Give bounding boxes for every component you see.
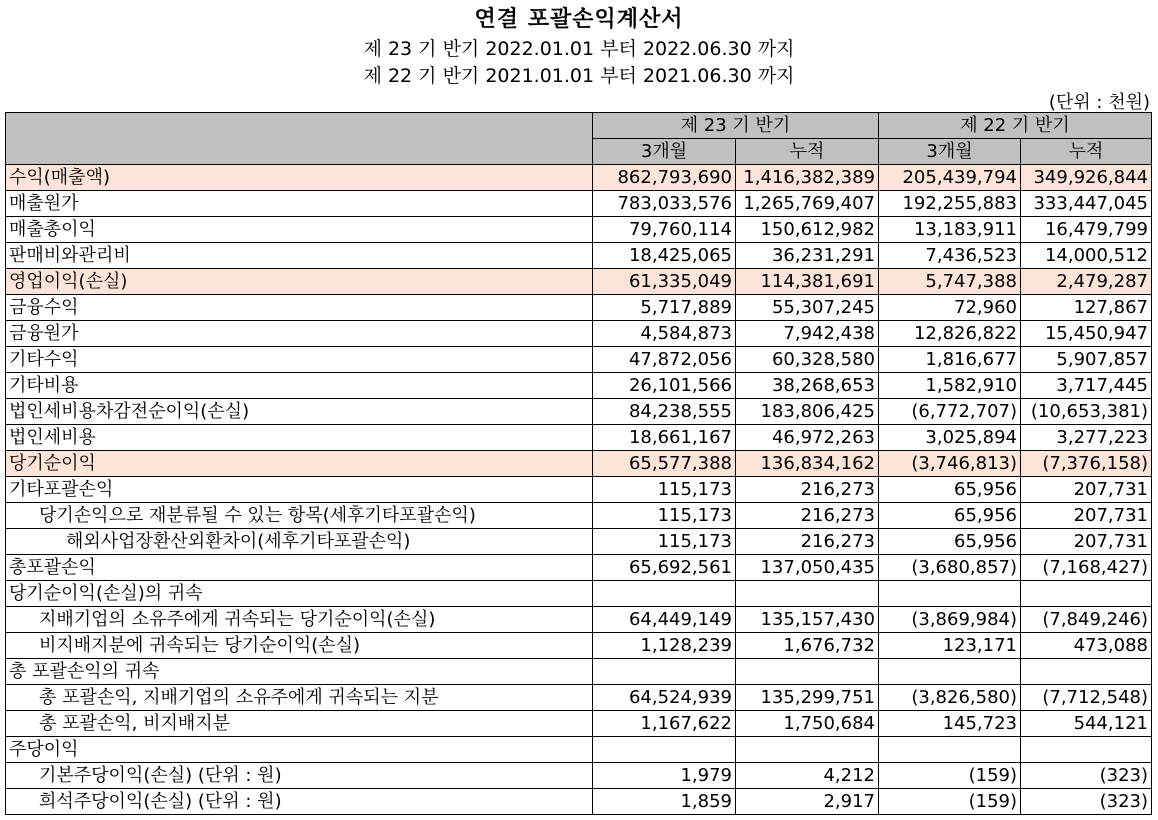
row-label: 수익(매출액) [6,165,593,191]
value-cell [736,659,879,685]
value-cell: 150,612,982 [736,217,879,243]
value-cell: 84,238,555 [593,399,736,425]
value-cell: 79,760,114 [593,217,736,243]
row-label: 금융수익 [6,295,593,321]
row-label: 법인세비용 [6,425,593,451]
row-label: 지배기업의 소유주에게 귀속되는 당기순이익(손실) [6,607,593,633]
value-cell: (3,826,580) [879,685,1021,711]
value-cell: 216,273 [736,503,879,529]
period-prior: 제 22 기 반기 2021.01.01 부터 2021.06.30 까지 [363,65,795,87]
value-cell: 1,167,622 [593,711,736,737]
value-cell: 207,731 [1021,503,1152,529]
value-cell: 114,381,691 [736,269,879,295]
value-cell: 26,101,566 [593,373,736,399]
value-cell: 18,425,065 [593,243,736,269]
table-row [6,451,1152,477]
period-current: 제 23 기 반기 2022.01.01 부터 2022.06.30 까지 [363,38,795,60]
value-cell: 1,416,382,389 [736,165,879,191]
value-cell: 65,956 [879,477,1021,503]
sub-header-current-3m: 3개월 [593,139,736,165]
value-cell: 4,584,873 [593,321,736,347]
value-cell: 1,979 [593,763,736,789]
value-cell: 4,212 [736,763,879,789]
unit-label: (단위 : 천원) [1048,92,1150,113]
value-cell: 65,692,561 [593,555,736,581]
value-cell: (7,712,548) [1021,685,1152,711]
row-label: 주당이익 [6,737,593,763]
row-label: 기타비용 [6,373,593,399]
table-row [6,503,1152,529]
value-cell: 14,000,512 [1021,243,1152,269]
sub-header-current-cum: 누적 [736,139,879,165]
value-cell: 7,942,438 [736,321,879,347]
value-cell: 333,447,045 [1021,191,1152,217]
table-row [6,347,1152,373]
value-cell: 473,088 [1021,633,1152,659]
table-row [6,607,1152,633]
value-cell: 15,450,947 [1021,321,1152,347]
value-cell: 65,956 [879,503,1021,529]
value-cell: 183,806,425 [736,399,879,425]
value-cell: 36,231,291 [736,243,879,269]
row-label: 총 포괄손익, 비지배지분 [6,711,593,737]
value-cell: (10,653,381) [1021,399,1152,425]
value-cell: (3,746,813) [879,451,1021,477]
row-label: 총포괄손익 [6,555,593,581]
value-cell: 5,907,857 [1021,347,1152,373]
value-cell [1021,581,1152,607]
value-cell: 72,960 [879,295,1021,321]
value-cell [593,581,736,607]
value-cell: (6,772,707) [879,399,1021,425]
row-label: 당기손익으로 재분류될 수 있는 항목(세후기타포괄손익) [6,503,593,529]
row-label: 총 포괄손익, 지배기업의 소유주에게 귀속되는 지분 [6,685,593,711]
value-cell: 137,050,435 [736,555,879,581]
value-cell: 192,255,883 [879,191,1021,217]
value-cell [879,581,1021,607]
value-cell: 135,299,751 [736,685,879,711]
table-row [6,165,1152,191]
value-cell: 145,723 [879,711,1021,737]
value-cell: (323) [1021,789,1152,815]
row-label: 영업이익(손실) [6,269,593,295]
table-row [6,295,1152,321]
value-cell: 12,826,822 [879,321,1021,347]
table-row [6,763,1152,789]
table-row [6,685,1152,711]
row-label: 법인세비용차감전순이익(손실) [6,399,593,425]
table-row [6,477,1152,503]
value-cell: (3,680,857) [879,555,1021,581]
sub-header-prior-3m: 3개월 [879,139,1021,165]
table-row [6,373,1152,399]
value-cell [879,737,1021,763]
label-column-header [6,113,593,165]
table-row [6,581,1152,607]
value-cell: 2,479,287 [1021,269,1152,295]
value-cell: 7,436,523 [879,243,1021,269]
table-row [6,269,1152,295]
value-cell: 55,307,245 [736,295,879,321]
value-cell: 65,577,388 [593,451,736,477]
row-label: 기본주당이익(손실) (단위 : 원) [6,763,593,789]
row-label: 희석주당이익(손실) (단위 : 원) [6,789,593,815]
sub-header-prior-cum: 누적 [1021,139,1152,165]
value-cell [593,659,736,685]
value-cell: 1,676,732 [736,633,879,659]
value-cell: 123,171 [879,633,1021,659]
value-cell: 1,750,684 [736,711,879,737]
row-label: 해외사업장환산외환차이(세후기타포괄손익) [6,529,593,555]
table-row [6,217,1152,243]
value-cell: 61,335,049 [593,269,736,295]
value-cell: 64,449,149 [593,607,736,633]
group-header-row [6,113,1152,139]
value-cell: 115,173 [593,529,736,555]
value-cell: 38,268,653 [736,373,879,399]
value-cell: (159) [879,763,1021,789]
value-cell: 216,273 [736,477,879,503]
table-row [6,425,1152,451]
row-label: 비지배지분에 귀속되는 당기순이익(손실) [6,633,593,659]
value-cell: 205,439,794 [879,165,1021,191]
value-cell: 783,033,576 [593,191,736,217]
value-cell: 46,972,263 [736,425,879,451]
row-label: 당기순이익(손실)의 귀속 [6,581,593,607]
table-row [6,737,1152,763]
value-cell [879,659,1021,685]
value-cell [1021,737,1152,763]
row-label: 기타포괄손익 [6,477,593,503]
statement-title: 연결 포괄손익계산서 [474,7,684,32]
row-label: 매출원가 [6,191,593,217]
value-cell: 216,273 [736,529,879,555]
table-row [6,633,1152,659]
value-cell: 135,157,430 [736,607,879,633]
group-header-current: 제 23 기 반기 [593,113,879,139]
value-cell [736,737,879,763]
value-cell [593,737,736,763]
row-label: 판매비와관리비 [6,243,593,269]
row-label: 매출총이익 [6,217,593,243]
income-statement-table [5,112,1152,815]
row-label: 금융원가 [6,321,593,347]
value-cell: 64,524,939 [593,685,736,711]
value-cell: (7,849,246) [1021,607,1152,633]
value-cell: 1,265,769,407 [736,191,879,217]
value-cell: 5,747,388 [879,269,1021,295]
value-cell: 862,793,690 [593,165,736,191]
value-cell: 13,183,911 [879,217,1021,243]
value-cell: 3,025,894 [879,425,1021,451]
value-cell [1021,659,1152,685]
table-row [6,191,1152,217]
value-cell: 349,926,844 [1021,165,1152,191]
value-cell: (159) [879,789,1021,815]
value-cell: (7,168,427) [1021,555,1152,581]
value-cell: 3,717,445 [1021,373,1152,399]
value-cell: 2,917 [736,789,879,815]
table-row [6,321,1152,347]
row-label: 총 포괄손익의 귀속 [6,659,593,685]
table-body [6,165,1152,815]
value-cell: 16,479,799 [1021,217,1152,243]
value-cell: 127,867 [1021,295,1152,321]
value-cell: 60,328,580 [736,347,879,373]
value-cell: (7,376,158) [1021,451,1152,477]
value-cell: 1,816,677 [879,347,1021,373]
value-cell: 207,731 [1021,477,1152,503]
value-cell: 47,872,056 [593,347,736,373]
table-row [6,529,1152,555]
value-cell: 207,731 [1021,529,1152,555]
table-row [6,789,1152,815]
value-cell: (3,869,984) [879,607,1021,633]
value-cell: 1,128,239 [593,633,736,659]
value-cell: (323) [1021,763,1152,789]
value-cell: 65,956 [879,529,1021,555]
value-cell: 18,661,167 [593,425,736,451]
group-header-prior: 제 22 기 반기 [879,113,1152,139]
row-label: 기타수익 [6,347,593,373]
value-cell: 136,834,162 [736,451,879,477]
value-cell: 115,173 [593,477,736,503]
value-cell: 5,717,889 [593,295,736,321]
value-cell: 3,277,223 [1021,425,1152,451]
row-label: 당기순이익 [6,451,593,477]
value-cell [736,581,879,607]
table-row [6,711,1152,737]
value-cell: 544,121 [1021,711,1152,737]
value-cell: 1,859 [593,789,736,815]
table-row [6,243,1152,269]
table-row [6,659,1152,685]
value-cell: 115,173 [593,503,736,529]
table-row [6,399,1152,425]
table-row [6,555,1152,581]
value-cell: 1,582,910 [879,373,1021,399]
